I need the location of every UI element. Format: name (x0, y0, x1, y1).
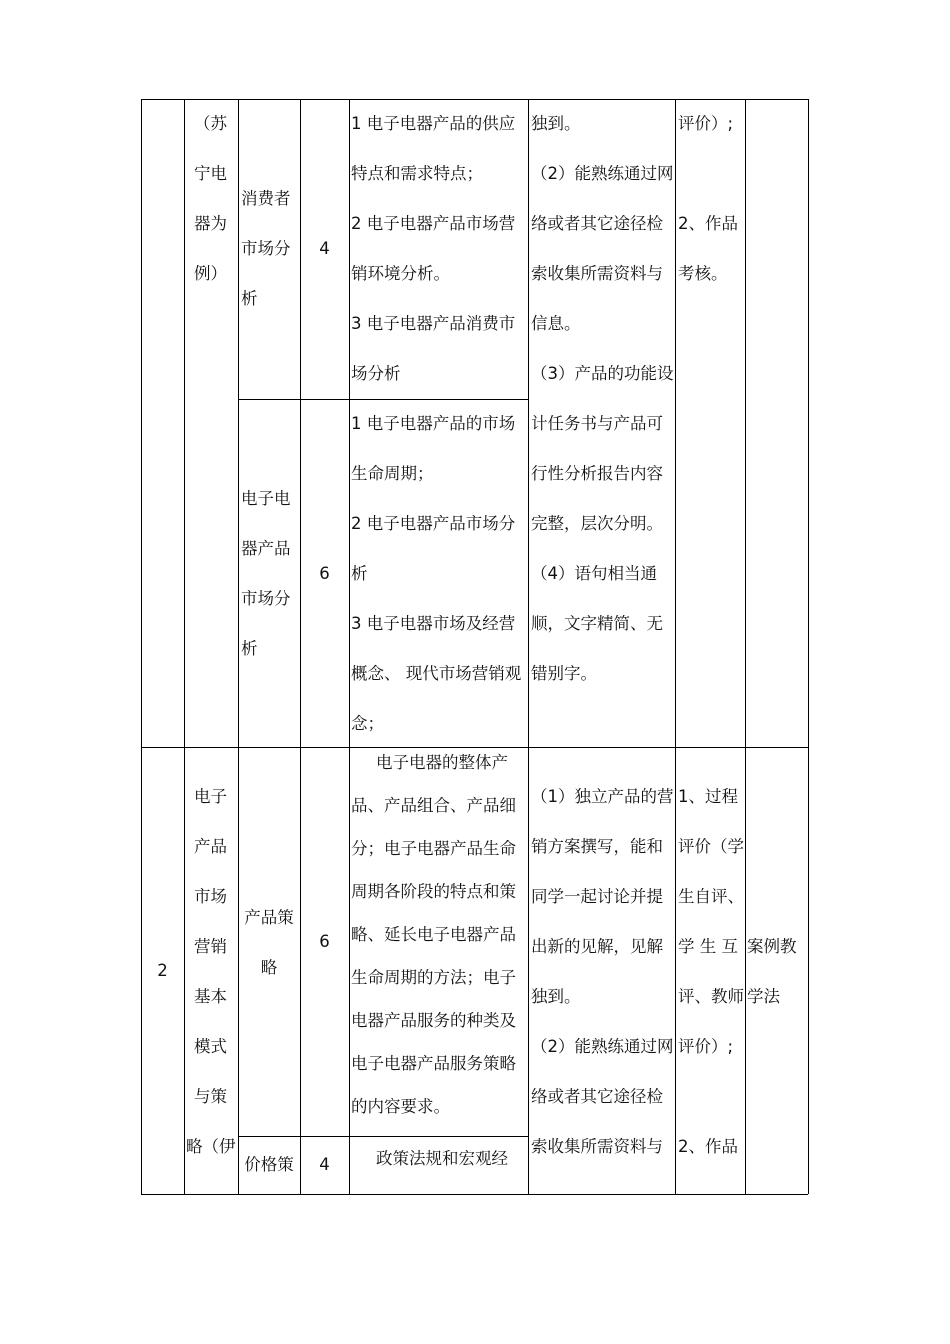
assessment-line: 生自评、 (678, 887, 744, 906)
requirement-line: 销方案撰写，能和 (531, 837, 663, 856)
topic-line: 电子电 (241, 489, 291, 508)
content-line: 2 电子电器产品市场营 (351, 214, 516, 233)
content-line: 场分析 (351, 364, 401, 383)
row-number: 2 (157, 961, 168, 980)
requirement-line: 顺，文字精简、无 (531, 614, 663, 633)
hours-cell: 4 (319, 239, 330, 258)
content-line: 3 电子电器产品消费市 (351, 314, 516, 333)
assessment-line: 考核。 (678, 264, 728, 283)
requirement-line: 同学一起讨论并提 (531, 887, 663, 906)
topic-line: 市场分 (241, 589, 291, 608)
content-line: 电子电器的整体产 (376, 753, 508, 772)
content-line: 1 电子电器产品的供应 (351, 114, 516, 133)
module-line: 与策 (194, 1087, 227, 1106)
requirement-line: 索收集所需资料与 (531, 264, 663, 283)
content-line: 3 电子电器市场及经营 (351, 614, 516, 633)
module-line: 略（伊 (186, 1137, 236, 1156)
assessment-line: 1、过程 (678, 787, 738, 806)
content-line: 特点和需求特点； (351, 164, 483, 183)
method-line: 案例教 (747, 937, 797, 956)
assessment-line: 评价）; (678, 114, 734, 133)
topic-line: 消费者 (241, 189, 291, 208)
assessment-line: 评价）; (678, 1037, 734, 1056)
topic-line: 价格策 (244, 1155, 294, 1174)
topic-line: 市场分 (241, 239, 291, 258)
content-line: 略、延长电子电器产品 (351, 925, 516, 944)
module-line: 宁电 (194, 164, 227, 183)
assessment-line: 评价（学 (678, 837, 744, 856)
topic-line: 析 (241, 289, 258, 308)
requirement-line: 行性分析报告内容 (531, 464, 663, 483)
module-line: 营销 (194, 937, 227, 956)
content-line: 2 电子电器产品市场分 (351, 514, 516, 533)
requirement-line: （4）语句相当通 (531, 564, 657, 583)
assessment-line: 2、作品 (678, 1137, 738, 1156)
requirement-line: （2）能熟练通过网 (531, 1037, 674, 1056)
content-line: 周期各阶段的特点和策 (351, 882, 516, 901)
content-line: 1 电子电器产品的市场 (351, 414, 516, 433)
requirement-line: 络或者其它途径检 (531, 1087, 663, 1106)
requirement-line: 出新的见解，见解 (531, 937, 663, 956)
content-line: 分；电子电器产品生命 (351, 839, 516, 858)
content-line: 品、产品组合、产品细 (351, 796, 516, 815)
topic-line: 略 (260, 958, 278, 977)
requirement-line: 信息。 (531, 314, 581, 333)
requirement-line: 独到。 (531, 114, 581, 133)
module-line: 基本 (194, 987, 227, 1006)
requirement-line: （3）产品的功能设 (531, 364, 674, 383)
module-line: 模式 (194, 1037, 227, 1056)
requirement-line: 完整，层次分明。 (531, 514, 663, 533)
assessment-line: 评、教师 (678, 987, 744, 1006)
requirement-line: （2）能熟练通过网 (531, 164, 674, 183)
method-line: 学法 (747, 987, 780, 1006)
requirement-line: 独到。 (531, 987, 581, 1006)
requirement-line: 计任务书与产品可 (531, 414, 663, 433)
content-line: 念； (351, 714, 384, 733)
assessment-line: 2、作品 (678, 214, 738, 233)
module-line: 电子 (194, 787, 227, 806)
hours-cell: 4 (319, 1155, 330, 1174)
content-line: 电器产品服务的种类及 (351, 1011, 516, 1030)
assessment-line: 学 生 互 (678, 937, 738, 956)
content-line: 的内容要求。 (351, 1097, 450, 1116)
module-line: （苏 (194, 114, 227, 133)
module-line: 产品 (194, 837, 227, 856)
content-line: 生命周期； (351, 464, 434, 483)
topic-line: 器产品 (241, 539, 291, 558)
content-line: 销环境分析。 (351, 264, 450, 283)
requirement-line: 错别字。 (531, 664, 597, 683)
content-line: 电子电器产品服务策略 (351, 1054, 516, 1073)
hours-cell: 6 (319, 932, 330, 951)
content-line: 生命周期的方法；电子 (351, 968, 516, 987)
topic-line: 析 (241, 639, 258, 658)
content-line: 概念、 现代市场营销观 (351, 664, 522, 683)
requirement-line: 络或者其它途径检 (531, 214, 663, 233)
content-line: 政策法规和宏观经 (376, 1149, 508, 1168)
module-line: 器为 (194, 214, 227, 233)
content-line: 析 (351, 564, 368, 583)
requirement-line: （1）独立产品的营 (531, 787, 674, 806)
module-line: 例） (194, 264, 227, 283)
requirement-line: 索收集所需资料与 (531, 1137, 663, 1156)
topic-line: 产品策 (244, 908, 294, 927)
module-line: 市场 (194, 887, 227, 906)
hours-cell: 6 (319, 564, 330, 583)
